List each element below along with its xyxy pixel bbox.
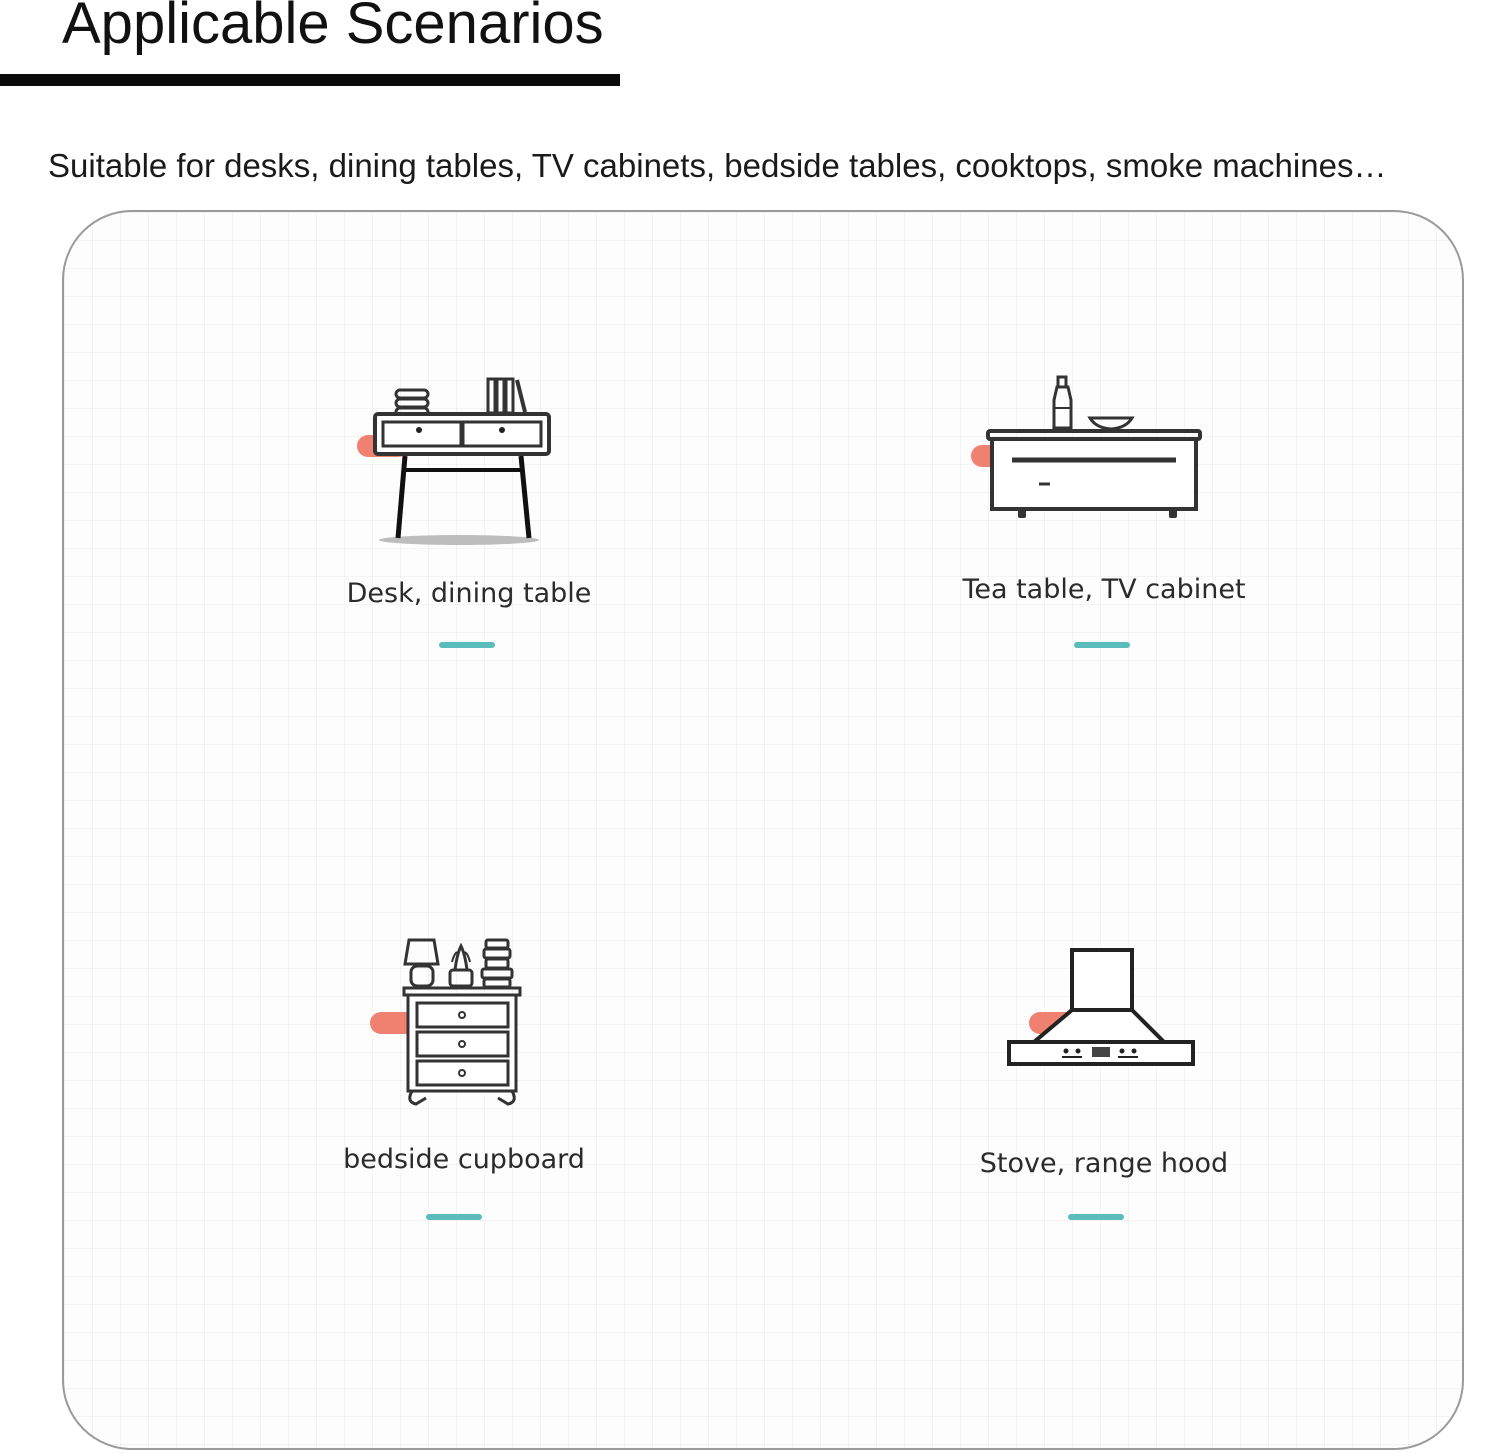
- scenario-accent-bar: [426, 1214, 482, 1220]
- desk-icon: [259, 362, 679, 562]
- scenario-bedside-cupboard: [254, 932, 674, 1232]
- scenario-label: Stove, range hood: [979, 1148, 1229, 1179]
- scenarios-panel: [62, 210, 1464, 1450]
- scenario-label: bedside cupboard: [343, 1144, 585, 1175]
- title-underline: [0, 74, 620, 86]
- scenario-range-hood: [894, 932, 1314, 1232]
- scenario-desk: [259, 362, 679, 662]
- scenario-accent-bar: [1068, 1214, 1124, 1220]
- page-title: Applicable Scenarios: [62, 0, 604, 56]
- scenario-label: Tea table, TV cabinet: [962, 574, 1246, 605]
- range-hood-icon: [894, 932, 1314, 1132]
- scenario-accent-bar: [1074, 642, 1130, 648]
- tv-cabinet-icon: [894, 362, 1314, 562]
- scenario-tv-cabinet: [894, 362, 1314, 662]
- scenario-accent-bar: [439, 642, 495, 648]
- page-subtitle: Suitable for desks, dining tables, TV cabinets, bedside tables, cooktops, smoke machines…: [48, 147, 1387, 184]
- scenario-label: Desk, dining table: [346, 578, 592, 609]
- bedside-cupboard-icon: [254, 932, 674, 1132]
